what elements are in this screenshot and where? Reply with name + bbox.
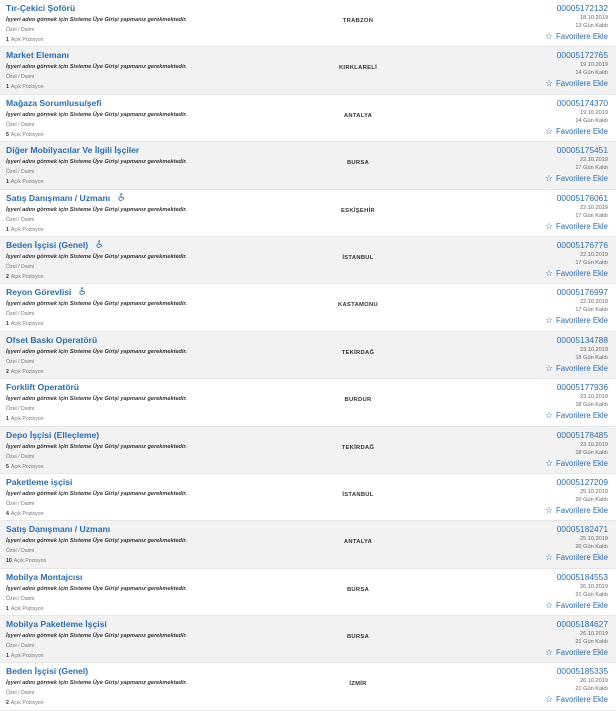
days-left-count: 21 [575, 686, 582, 693]
days-left [575, 355, 608, 361]
job-row [0, 142, 616, 189]
add-to-favorites-button[interactable] [545, 363, 608, 374]
job-row [0, 521, 616, 568]
job-row [0, 284, 616, 331]
open-positions-label: Açık Pozisyon [10, 605, 44, 612]
job-title-link[interactable] [6, 382, 79, 392]
login-required-notice: İşyeri adını görmek için Sisteme Üye Girişi yapmanız gerekmektedir. [6, 253, 187, 260]
days-left-count: 17 [575, 212, 582, 219]
open-positions-label: Açık Pozisyon [10, 416, 44, 423]
job-title-link[interactable] [6, 477, 72, 487]
days-left-count: 20 [575, 544, 582, 551]
employment-type: Özel / Daimi [6, 453, 35, 460]
open-positions [6, 369, 43, 375]
job-date: 23.10.2019 [580, 394, 608, 401]
login-required-notice: İşyeri adını görmek için Sisteme Üye Girişi yapmanız gerekmektedir. [6, 111, 187, 118]
days-left-label: Gün Kaldı [583, 70, 608, 77]
open-positions-count: 5 [6, 463, 9, 470]
job-city: İZMİR [349, 681, 367, 688]
days-left-count: 14 [575, 117, 582, 124]
job-title-text: Ofset Baskı Operatörü [6, 334, 98, 345]
login-required-notice: İşyeri adını görmek için Sisteme Üye Girişi yapmanız gerekmektedir. [6, 538, 187, 545]
login-required-notice: İşyeri adını görmek için Sisteme Üye Girişi yapmanız gerekmektedir. [6, 159, 187, 166]
job-city: TEKİRDAĞ [341, 444, 375, 451]
days-left-count: 17 [575, 307, 582, 314]
open-positions-count: 1 [6, 605, 9, 612]
login-required-notice: İşyeri adını görmek için Sisteme Üye Girişi yapmanız gerekmektedir. [6, 633, 187, 640]
open-positions-count: 1 [6, 179, 9, 186]
job-title-text: Mobilya Montajcısı [6, 571, 83, 582]
login-required-notice: İşyeri adını görmek için Sisteme Üye Girişi yapmanız gerekmektedir. [6, 301, 187, 308]
star-icon: ☆ [545, 599, 553, 610]
days-left [575, 118, 608, 124]
job-date: 23.10.2019 [580, 441, 608, 448]
days-left-count: 17 [575, 259, 582, 266]
job-date: 19.10.2019 [580, 109, 608, 116]
job-title-link[interactable] [6, 240, 103, 250]
open-positions-count: 2 [6, 700, 9, 707]
job-code-link[interactable]: 00005177936 [556, 382, 608, 393]
job-title-text: Forklift Operatörü [6, 382, 80, 393]
days-left [575, 307, 608, 313]
job-title-text: Reyon Görevlisi [6, 287, 72, 298]
job-code-link[interactable]: 00005176997 [556, 287, 608, 298]
add-to-favorites-button[interactable] [545, 31, 608, 42]
open-positions-count: 1 [6, 226, 9, 233]
job-title-link[interactable] [6, 98, 102, 108]
days-left-count: 18 [575, 449, 582, 456]
login-required-notice: İşyeri adını görmek için Sisteme Üye Girişi yapmanız gerekmektedir. [6, 206, 187, 213]
days-left [575, 213, 608, 219]
job-row [0, 190, 616, 237]
days-left [575, 450, 608, 456]
days-left-label: Gün Kaldı [583, 402, 608, 409]
open-positions-label: Açık Pozisyon [10, 510, 44, 517]
open-positions-label: Açık Pozisyon [10, 463, 44, 470]
open-positions-label: Açık Pozisyon [10, 179, 44, 186]
job-date: 25.10.2019 [580, 488, 608, 495]
days-left-label: Gün Kaldı [583, 449, 608, 456]
job-row [0, 663, 616, 710]
job-city: İSTANBUL [342, 254, 374, 261]
days-left-count: 13 [575, 23, 582, 29]
job-code-link[interactable]: 00005127209 [556, 476, 608, 487]
star-icon: ☆ [545, 552, 553, 563]
star-icon: ☆ [545, 362, 553, 373]
open-positions-label: Açık Pozisyon [10, 653, 44, 660]
add-to-favorites-button[interactable] [545, 694, 608, 705]
employment-type: Özel / Daimi [6, 169, 35, 176]
add-to-favorites-button[interactable] [545, 126, 608, 137]
job-row [0, 427, 616, 474]
days-left-count: 14 [575, 70, 582, 77]
days-left-count: 21 [575, 591, 582, 598]
add-to-favorites-label: Favorilere Ekle [556, 126, 608, 136]
open-positions-count: 1 [6, 416, 9, 423]
job-date: 26.10.2019 [580, 583, 608, 590]
job-row [0, 0, 616, 47]
job-title-text: Paketleme işçisi [6, 476, 73, 487]
add-to-favorites-label: Favorilere Ekle [556, 316, 608, 326]
star-icon: ☆ [545, 694, 553, 705]
login-required-notice: İşyeri adını görmek için Sisteme Üye Girişi yapmanız gerekmektedir. [6, 680, 187, 687]
open-positions-count: 2 [6, 273, 9, 280]
wheelchair-icon [79, 287, 86, 296]
job-city: TEKİRDAĞ [341, 349, 375, 356]
add-to-favorites-button[interactable] [545, 600, 608, 611]
job-code-link[interactable]: 00005134788 [556, 334, 608, 345]
add-to-favorites-button[interactable] [545, 173, 608, 184]
login-required-notice: İşyeri adını görmek için Sisteme Üye Girişi yapmanız gerekmektedir. [6, 490, 187, 497]
add-to-favorites-label: Favorilere Ekle [556, 32, 608, 41]
employment-type: Özel / Daimi [6, 216, 35, 223]
job-title-link[interactable] [6, 666, 88, 676]
days-left-label: Gün Kaldı [583, 354, 608, 361]
days-left [575, 497, 608, 503]
days-left [575, 165, 608, 171]
add-to-favorites-button[interactable] [545, 647, 608, 658]
add-to-favorites-button[interactable] [545, 552, 608, 563]
job-date: 25.10.2019 [580, 536, 608, 543]
job-city: İSTANBUL [342, 491, 374, 498]
add-to-favorites-label: Favorilere Ekle [556, 174, 608, 184]
job-title-text: Satış Danışmanı / Uzmanı [6, 192, 111, 203]
open-positions [6, 653, 43, 659]
open-positions [6, 84, 43, 90]
days-left-label: Gün Kaldı [583, 686, 608, 693]
open-positions-label: Açık Pozisyon [10, 368, 44, 375]
open-positions-count: 1 [6, 37, 9, 43]
add-to-favorites-button[interactable] [545, 458, 608, 469]
job-code-link[interactable]: 00005178485 [556, 429, 608, 440]
job-row [0, 569, 616, 616]
job-date: 22.10.2019 [580, 299, 608, 306]
open-positions-count: 1 [6, 84, 9, 91]
employment-type: Özel / Daimi [6, 548, 35, 555]
open-positions-count: 5 [6, 131, 9, 138]
add-to-favorites-button[interactable] [545, 78, 608, 89]
job-city: TRABZON [342, 18, 374, 24]
job-title-text: Depo İşçisi (Elleçleme) [6, 429, 100, 440]
job-code-link[interactable]: 00005172765 [556, 50, 608, 61]
job-row [0, 379, 616, 426]
job-city: KASTAMONU [338, 302, 378, 309]
job-title-link[interactable] [6, 50, 69, 60]
job-city: ANTALYA [343, 112, 373, 119]
job-code-link[interactable]: 00005185335 [556, 666, 608, 677]
open-positions [6, 227, 43, 233]
days-left-count: 17 [575, 165, 582, 172]
employment-type: Özel / Daimi [6, 690, 35, 697]
open-positions [6, 511, 43, 517]
login-required-notice: İşyeri adını görmek için Sisteme Üye Girişi yapmanız gerekmektedir. [6, 17, 187, 23]
add-to-favorites-label: Favorilere Ekle [556, 553, 608, 563]
days-left-label: Gün Kaldı [583, 165, 608, 172]
job-date: 23.10.2019 [580, 346, 608, 353]
days-left [575, 639, 608, 645]
job-city: BURDUR [344, 397, 372, 404]
job-title-link[interactable] [6, 430, 99, 440]
employment-type: Özel / Daimi [6, 74, 35, 81]
add-to-favorites-button[interactable] [545, 268, 608, 279]
job-title-link[interactable] [6, 287, 86, 297]
job-city: BURSA [346, 586, 370, 593]
add-to-favorites-button[interactable] [545, 221, 608, 232]
open-positions [6, 558, 46, 564]
job-row [0, 474, 616, 521]
add-to-favorites-label: Favorilere Ekle [556, 363, 608, 373]
days-left-label: Gün Kaldı [583, 117, 608, 124]
login-required-notice: İşyeri adını görmek için Sisteme Üye Girişi yapmanız gerekmektedir. [6, 348, 187, 355]
add-to-favorites-button[interactable] [545, 410, 608, 421]
job-city: ESKİŞEHİR [341, 207, 375, 214]
job-date: 18.10.2019 [580, 15, 608, 21]
days-left-label: Gün Kaldı [583, 259, 608, 266]
job-code-link[interactable]: 00005176776 [556, 239, 608, 250]
employment-type: Özel / Daimi [6, 595, 35, 602]
days-left-label: Gün Kaldı [583, 591, 608, 598]
employment-type: Özel / Daimi [6, 27, 35, 33]
days-left-count: 18 [575, 402, 582, 409]
job-title-link[interactable] [6, 3, 75, 13]
job-title-text: Satış Danışmanı / Uzmanı [6, 524, 111, 535]
login-required-notice: İşyeri adını görmek için Sisteme Üye Girişi yapmanız gerekmektedir. [6, 396, 187, 403]
days-left [575, 686, 608, 692]
job-code-link[interactable]: 00005175451 [556, 145, 608, 156]
star-icon: ☆ [545, 647, 553, 658]
days-left-label: Gün Kaldı [583, 544, 608, 551]
open-positions [6, 464, 43, 470]
job-row [0, 47, 616, 94]
job-title-text: Beden İşçisi (Genel) [6, 239, 89, 250]
job-title-text: Beden İşçisi (Genel) [6, 666, 89, 677]
days-left-label: Gün Kaldı [583, 496, 608, 503]
open-positions [6, 700, 43, 706]
add-to-favorites-label: Favorilere Ekle [556, 648, 608, 658]
open-positions-label: Açık Pozisyon [10, 131, 44, 138]
open-positions-count: 4 [6, 510, 9, 517]
open-positions-label: Açık Pozisyon [10, 273, 44, 280]
job-title-link[interactable] [6, 619, 107, 629]
job-date: 22.10.2019 [580, 157, 608, 164]
star-icon: ☆ [545, 31, 553, 41]
open-positions [6, 274, 43, 280]
star-icon: ☆ [545, 173, 553, 184]
job-title-text: Mağaza Sorumlusu/şefi [6, 97, 102, 108]
job-row [0, 95, 616, 142]
employment-type: Özel / Daimi [6, 358, 35, 365]
job-code-link[interactable]: 00005176061 [556, 192, 608, 203]
star-icon: ☆ [545, 315, 553, 326]
add-to-favorites-label: Favorilere Ekle [556, 268, 608, 278]
open-positions-count: 2 [6, 368, 9, 375]
days-left [575, 260, 608, 266]
days-left [575, 23, 608, 29]
open-positions-count: 10 [6, 558, 12, 565]
job-title-link[interactable] [6, 145, 139, 155]
add-to-favorites-label: Favorilere Ekle [556, 458, 608, 468]
job-title-text: Tır-Çekici Şoförü [6, 3, 76, 13]
days-left [575, 592, 608, 598]
employment-type: Özel / Daimi [6, 643, 35, 650]
job-date: 22.10.2019 [580, 251, 608, 258]
open-positions-label: Açık Pozisyon [10, 226, 44, 233]
open-positions [6, 179, 43, 185]
employment-type: Özel / Daimi [6, 311, 35, 318]
days-left [575, 402, 608, 408]
days-left [575, 544, 608, 550]
add-to-favorites-button[interactable] [545, 505, 608, 516]
job-title-text: Diğer Mobilyacılar Ve İlgili İşçiler [6, 145, 140, 156]
login-required-notice: İşyeri adını görmek için Sisteme Üye Girişi yapmanız gerekmektedir. [6, 585, 187, 592]
days-left-count: 21 [575, 639, 582, 646]
job-row [0, 616, 616, 663]
job-title-link[interactable] [6, 572, 82, 582]
login-required-notice: İşyeri adını görmek için Sisteme Üye Girişi yapmanız gerekmektedir. [6, 64, 187, 71]
star-icon: ☆ [545, 504, 553, 515]
job-city: KIRKLARELİ [338, 65, 378, 72]
job-title-text: Market Elemanı [6, 50, 70, 61]
add-to-favorites-label: Favorilere Ekle [556, 695, 608, 705]
job-date: 26.10.2019 [580, 678, 608, 685]
days-left-count: 20 [575, 496, 582, 503]
open-positions-label: Açık Pozisyon [10, 321, 44, 328]
job-city: BURSA [346, 634, 370, 641]
job-code-link[interactable]: 00005184553 [556, 571, 608, 582]
employment-type: Özel / Daimi [6, 406, 35, 413]
employment-type: Özel / Daimi [6, 121, 35, 128]
star-icon: ☆ [545, 78, 553, 89]
job-code-link[interactable]: 00005172132 [556, 3, 608, 13]
login-required-notice: İşyeri adını görmek için Sisteme Üye Girişi yapmanız gerekmektedir. [6, 443, 187, 450]
job-title-link[interactable] [6, 524, 110, 534]
job-row [0, 237, 616, 284]
add-to-favorites-label: Favorilere Ekle [556, 505, 608, 515]
job-title-link[interactable] [6, 335, 97, 345]
employment-type: Özel / Daimi [6, 500, 35, 507]
job-city: BURSA [346, 160, 370, 167]
add-to-favorites-label: Favorilere Ekle [556, 221, 608, 231]
job-code-link[interactable]: 00005182471 [556, 524, 608, 535]
job-code-link[interactable]: 00005174370 [556, 97, 608, 108]
wheelchair-icon [96, 240, 103, 249]
add-to-favorites-button[interactable] [545, 315, 608, 326]
wheelchair-icon [118, 193, 125, 202]
job-city: ANTALYA [343, 539, 373, 546]
open-positions-label: Açık Pozisyon [13, 558, 47, 565]
days-left-label: Gün Kaldı [583, 23, 608, 29]
days-left [575, 70, 608, 76]
job-row [0, 332, 616, 379]
job-date: 26.10.2019 [580, 631, 608, 638]
star-icon: ☆ [545, 457, 553, 468]
job-date: 22.10.2019 [580, 204, 608, 211]
open-positions [6, 132, 43, 138]
add-to-favorites-label: Favorilere Ekle [556, 600, 608, 610]
open-positions-label: Açık Pozisyon [10, 700, 44, 707]
job-title-text: Mobilya Paketleme İşçisi [6, 619, 107, 630]
open-positions-label: Açık Pozisyon [10, 84, 44, 91]
days-left-count: 18 [575, 354, 582, 361]
star-icon: ☆ [545, 125, 553, 136]
job-date: 19.10.2019 [580, 62, 608, 69]
open-positions-count: 1 [6, 653, 9, 660]
star-icon: ☆ [545, 267, 553, 278]
add-to-favorites-label: Favorilere Ekle [556, 79, 608, 89]
days-left-label: Gün Kaldı [583, 639, 608, 646]
job-code-link[interactable]: 00005184627 [556, 619, 608, 630]
days-left-label: Gün Kaldı [583, 212, 608, 219]
open-positions [6, 37, 43, 43]
open-positions [6, 321, 43, 327]
star-icon: ☆ [545, 410, 553, 421]
open-positions [6, 416, 43, 422]
days-left-label: Gün Kaldı [583, 307, 608, 314]
open-positions [6, 606, 43, 612]
open-positions-label: Açık Pozisyon [10, 37, 44, 43]
employment-type: Özel / Daimi [6, 263, 35, 270]
add-to-favorites-label: Favorilere Ekle [556, 411, 608, 421]
open-positions-count: 1 [6, 321, 9, 328]
job-title-link[interactable] [6, 193, 125, 203]
star-icon: ☆ [545, 220, 553, 231]
